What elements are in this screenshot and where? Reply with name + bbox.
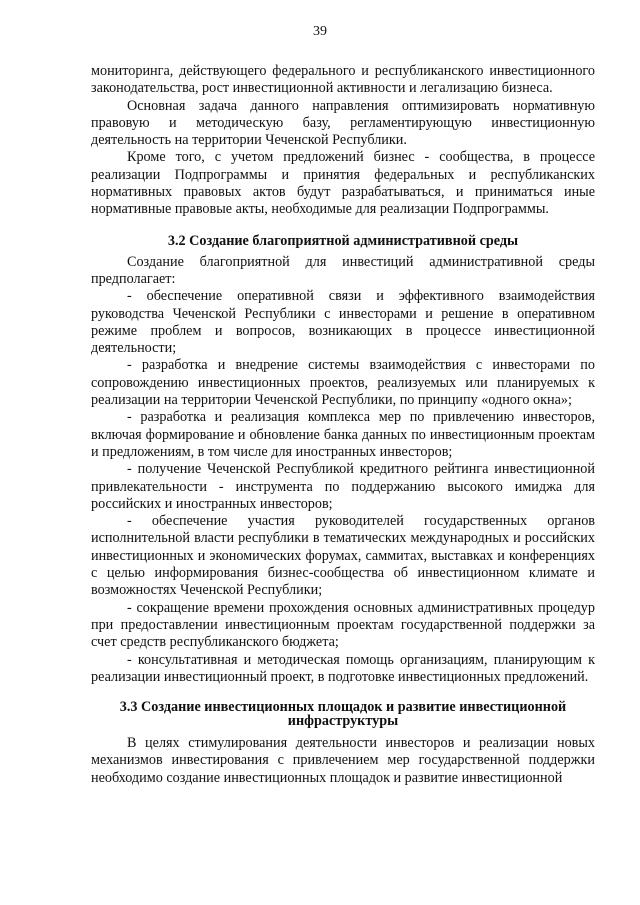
list-item: - консультативная и методическая помощь организациям, планирующим к реализации инвестиционный проект, в подготовке инвестиционных предложений. bbox=[91, 651, 595, 685]
section-heading-3-2: 3.2 Создание благоприятной административной среды bbox=[167, 232, 519, 249]
section-3-2-intro: Создание благоприятной для инвестиций административной среды предполагает: bbox=[91, 253, 595, 287]
page-number: 39 bbox=[313, 24, 327, 39]
list-item: - обеспечение оперативной связи и эффективного взаимодействия руководства Чеченской Республики с инвесторами и решение в оперативном режиме проблем и вопросов, возникающих в процессе инвестиционной деятельности; bbox=[91, 288, 595, 357]
section-heading-3-3: 3.3 Создание инвестиционных площадок и развитие инвестиционной инфраструктуры bbox=[119, 699, 567, 730]
page-body bbox=[91, 63, 595, 787]
paragraph-main-task: Основная задача данного направления оптимизировать нормативную правовую и методическую базу, регламентирующую инвестиционную деятельность на территории Чеченской Республики. bbox=[91, 97, 595, 149]
paragraph-additional-acts: Кроме того, с учетом предложений бизнес - сообщества, в процессе реализации Подпрограммы и принятия федеральных и республиканских нормативных правовых актов будут разрабатываться, и приниматься иные нормативные правовые акты, необходимые для реализации Подпрограммы. bbox=[91, 149, 595, 218]
list-item: - обеспечение участия руководителей государственных органов исполнительной власти республики в тематических международных и российских инвестиционных и экономических форумах, саммитах, выставках и конференциях с целью информирования бизнес-сообщества об инвестиционном климате и возможностях Чеченской Республики; bbox=[91, 513, 595, 599]
section-3-3-paragraph: В целях стимулирования деятельности инвесторов и реализации новых механизмов инвестирования с привлечением мер государственной поддержки необходимо создание инвестиционных площадок и развитие инвестиционной bbox=[91, 735, 595, 786]
list-item: - разработка и реализация комплекса мер по привлечению инвесторов, включая формирование и обновление банка данных по инвестиционным проектам и предложениям, в том числе для иностранных инвесторов; bbox=[91, 409, 595, 460]
paragraph-continuation: мониторинга, действующего федерального и республиканского инвестиционного законодательства, рост инвестиционной активности и легализацию бизнеса. bbox=[91, 63, 595, 97]
list-item: - разработка и внедрение системы взаимодействия с инвесторами по сопровождению инвестиционных проектов, реализуемых или планируемых к реализации на территории Чеченской Республики, по принципу «одного окна»; bbox=[91, 357, 595, 409]
list-item: - сокращение времени прохождения основных административных процедур при предоставлении инвестиционным проектам государственной поддержки за счет средств республиканского бюджета; bbox=[91, 599, 595, 651]
list-item: - получение Чеченской Республикой кредитного рейтинга инвестиционной привлекательности - инструмента по поддержанию высокого имиджа для российских и иностранных инвесторов; bbox=[91, 461, 595, 512]
